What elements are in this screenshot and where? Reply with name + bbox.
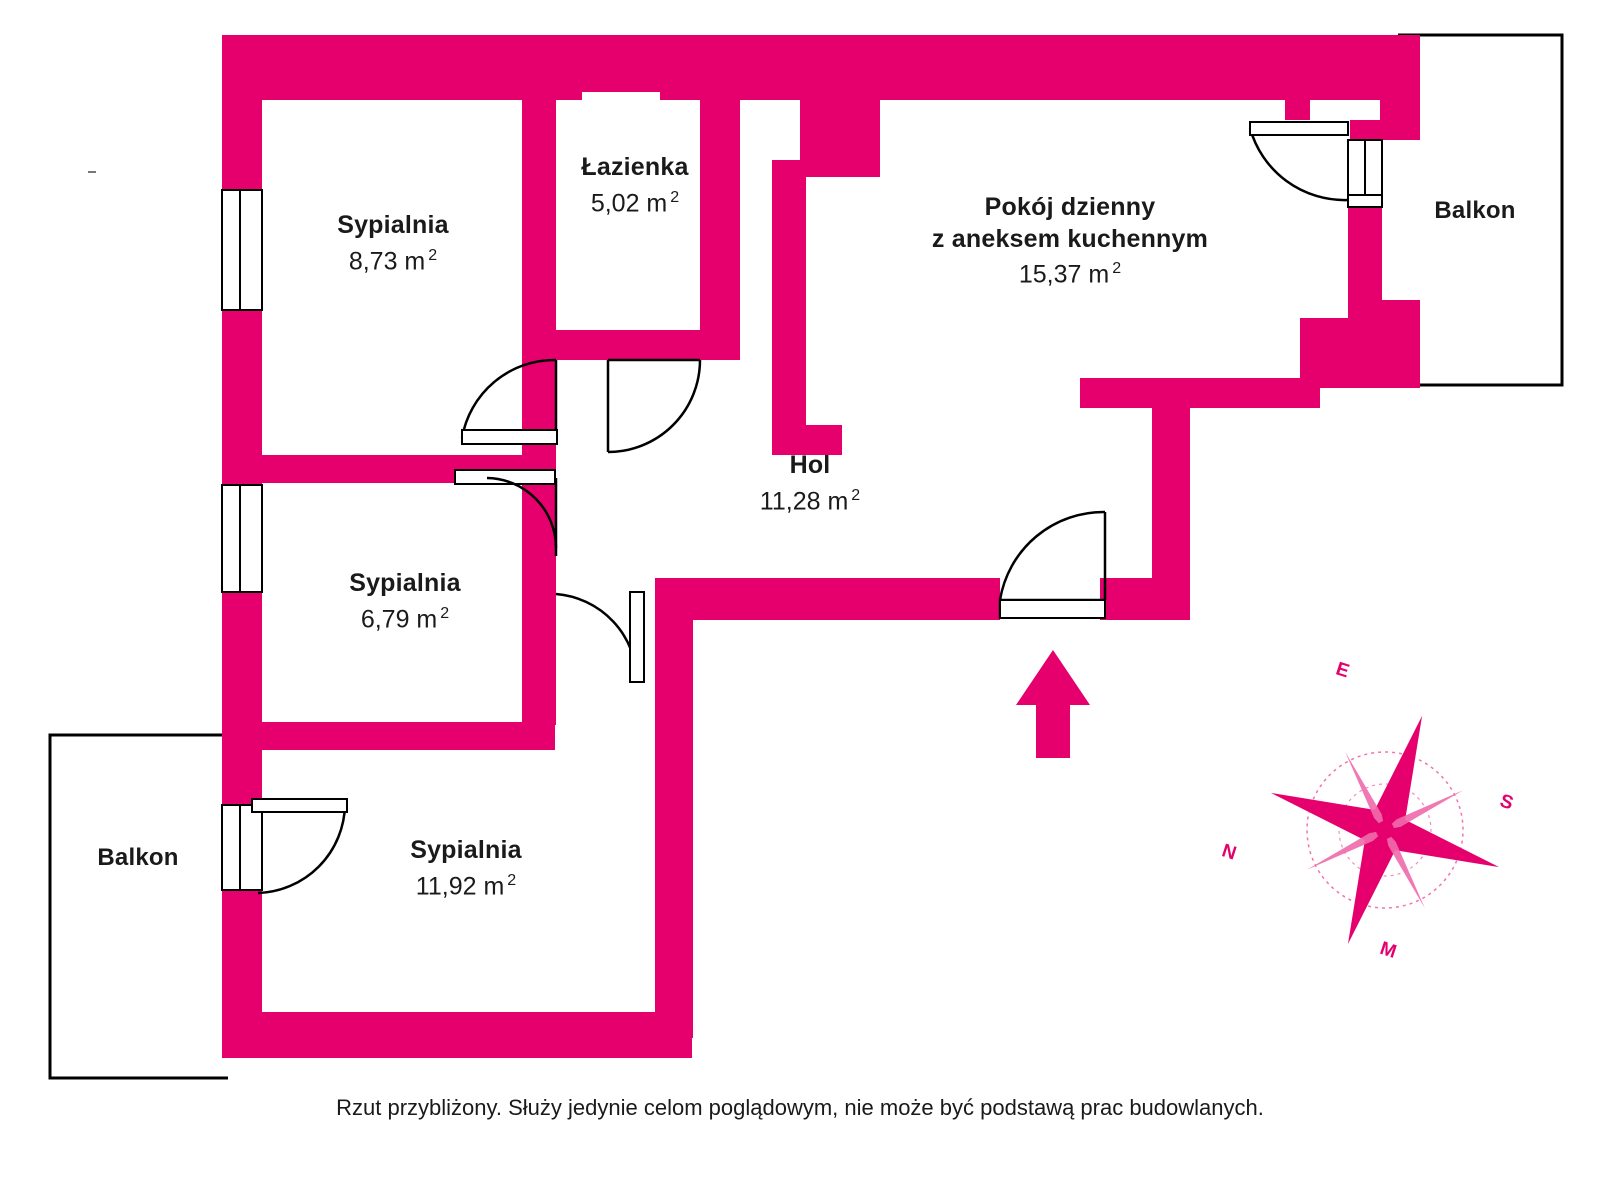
room-label-sypialnia-2 xyxy=(280,568,530,635)
entrance-arrow-icon xyxy=(1016,650,1090,758)
room-name: Balkon xyxy=(97,844,179,871)
room-area: 5,02 m $^2$ xyxy=(590,188,680,217)
compass-label-east: E xyxy=(1333,658,1352,683)
room-label-balkon-left xyxy=(38,843,238,873)
room-area: 15,37 m $^2$ xyxy=(1018,260,1122,289)
room-area: 11,28 m $^2$ xyxy=(759,486,861,515)
room-label-hol xyxy=(660,450,960,517)
room-label-pokoj-dzienny xyxy=(855,192,1285,291)
room-name: Balkon xyxy=(1434,197,1516,224)
room-label-lazienka xyxy=(510,152,760,219)
room-name: Sypialnia xyxy=(410,836,522,864)
room-name-second-line: z aneksem kuchennym xyxy=(931,224,1209,253)
room-label-sypialnia-3 xyxy=(336,835,596,902)
compass-label-north: N xyxy=(1219,840,1239,865)
room-area: 8,73 m $^2$ xyxy=(348,246,438,275)
room-name: Sypialnia xyxy=(349,569,461,597)
compass-label-west: M xyxy=(1377,938,1399,963)
room-label-balkon-right xyxy=(1375,196,1575,226)
room-name: Sypialnia xyxy=(337,211,449,239)
room-name: Hol xyxy=(789,451,831,479)
room-name: Łazienka xyxy=(581,153,689,181)
room-name: Pokój dzienny xyxy=(984,193,1156,221)
room-label-sypialnia-1 xyxy=(268,210,518,277)
room-area: 6,79 m $^2$ xyxy=(360,604,450,633)
compass-rose-icon xyxy=(1234,679,1536,981)
disclaimer-text: Rzut przybliżony. Służy jedynie celom poglądowym, nie może być podstawą prac budowlanych. xyxy=(336,1095,1264,1120)
walls xyxy=(222,35,1420,1058)
compass-label-south: S xyxy=(1497,790,1516,815)
room-area: 11,92 m $^2$ xyxy=(415,871,517,900)
